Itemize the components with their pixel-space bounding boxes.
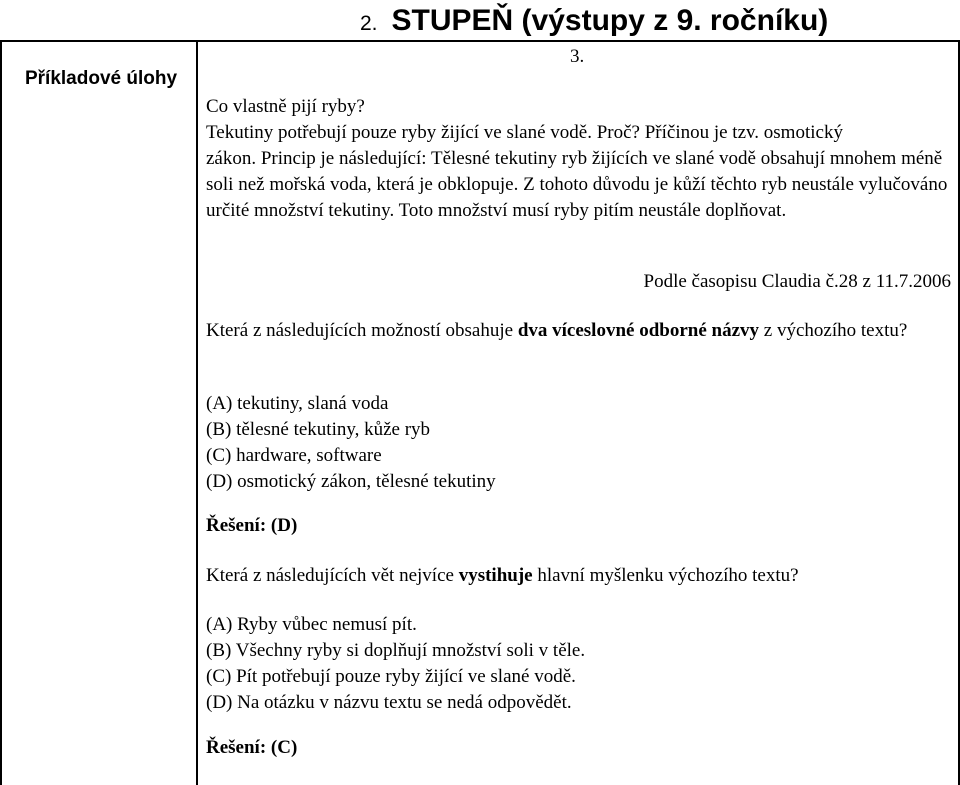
passage-source: Podle časopisu Claudia č.28 z 11.7.2006 xyxy=(643,271,951,292)
task1-question-text: Která z následujících možností obsahuje xyxy=(206,320,518,341)
task2-question-emphasis: vystihuje xyxy=(458,565,533,586)
task1-question-text-end: z výchozího textu? xyxy=(759,320,908,341)
task2-solution: Řešení: (C) xyxy=(206,737,298,758)
page-heading xyxy=(360,4,828,38)
passage xyxy=(206,94,951,224)
option-c: (C) Pít potřebují pouze ryby žijící ve slané vodě. xyxy=(206,666,576,687)
passage-text: zákon. Princip je následující: Tělesné tekutiny ryb žijících ve slané vodě obsahují mnohem méně soli než mořská voda, která je obklopuje. Z tohoto důvodu je kůží těchto ryb neustále vylučováno určité množství tekutiny. Toto množství musí ryby pitím neustále doplňovat. xyxy=(206,148,948,221)
option-d: (D) osmotický zákon, tělesné tekutiny xyxy=(206,471,496,492)
task2-question xyxy=(206,563,951,589)
task2-question-text: Která z následujících vět nejvíce xyxy=(206,565,459,586)
option-b: (B) Všechny ryby si doplňují množství soli v těle. xyxy=(206,640,586,661)
task1-options xyxy=(206,391,951,495)
option-d: (D) Na otázku v názvu textu se nedá odpovědět. xyxy=(206,692,572,713)
option-b: (B) tělesné tekutiny, kůže ryb xyxy=(206,419,431,440)
task2-question-text-end: hlavní myšlenku výchozího textu? xyxy=(532,565,799,586)
option-a: (A) tekutiny, slaná voda xyxy=(206,393,389,414)
section-number: 3. xyxy=(570,46,585,67)
heading-number: 2. xyxy=(360,12,378,35)
table-left-border xyxy=(0,40,2,785)
option-c: (C) hardware, software xyxy=(206,445,382,466)
option-a: (A) Ryby vůbec nemusí pít. xyxy=(206,614,417,635)
heading-title: STUPEŇ (výstupy z 9. ročníku) xyxy=(391,4,829,37)
passage-text-line1: Tekutiny potřebují pouze ryby žijící ve slané vodě. Proč? Příčinou je tzv. osmotický xyxy=(206,122,843,143)
passage-question: Co vlastně pijí ryby? xyxy=(206,96,365,117)
task1-question xyxy=(206,318,951,344)
table-top-border xyxy=(0,40,960,42)
table-column-divider xyxy=(196,40,198,785)
task2-options xyxy=(206,612,951,716)
section-label: Příkladové úlohy xyxy=(24,68,178,89)
task1-solution: Řešení: (D) xyxy=(206,515,298,536)
task1-question-emphasis: dva víceslovné odborné názvy xyxy=(517,320,760,341)
